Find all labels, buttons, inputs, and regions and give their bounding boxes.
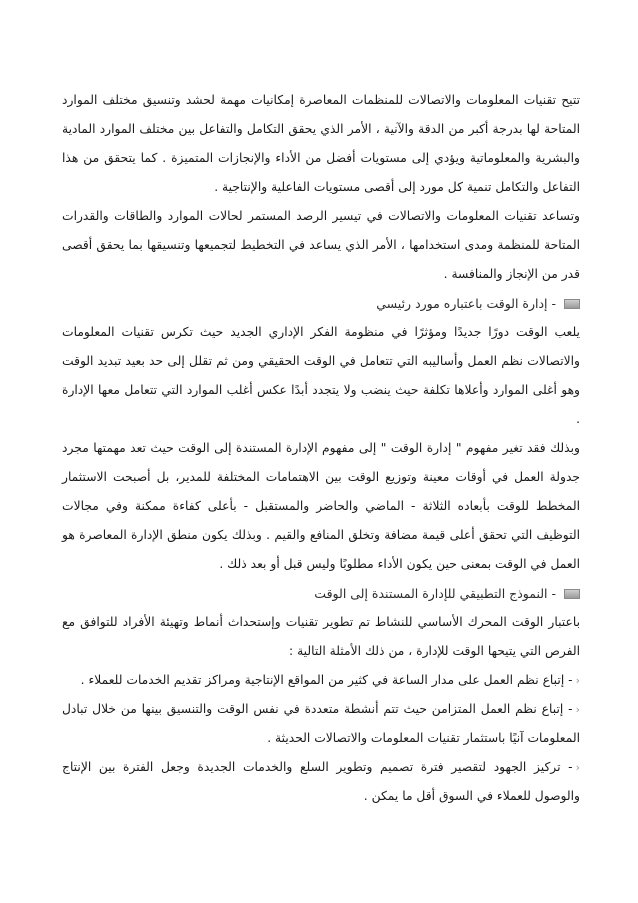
list-item [62, 666, 580, 695]
chevron-left-icon: ‹ [575, 703, 580, 716]
section-heading-applied-model [62, 579, 580, 608]
chevron-left-icon: ‹ [575, 674, 580, 687]
bullet-box-icon [564, 589, 580, 599]
document-body [62, 86, 580, 811]
bullet-box-icon [564, 299, 580, 309]
intro-paragraph-1: تتيح تقنيات المعلومات والاتصالات للمنظمات المعاصرة إمكانيات مهمة لحشد وتنسيق مختلف الموارد المتاحة لها بدرجة أكبر من الدقة والآنية ، الأمر الذي يحقق التكامل والتفاعل بين مختلف الموارد المادية والبشرية والمعلوماتية ويؤدي إلى مستويات أفضل من الأداء والإنجازات المتميزة . كما يتحقق من هذا التفاعل والتكامل تنمية كل مورد إلى أقصى مستويات الفاعلية والإنتاجية . [62, 93, 580, 194]
list-item-text: - تركيز الجهود لتقصير فترة تصميم وتطوير السلع والخدمات الجديدة وجعل الفترة بين الإنتاج والوصول للعملاء في السوق أقل ما يمكن . [62, 760, 580, 803]
list-item-text: - إتباع نظم العمل المتزامن حيث تتم أنشطة متعددة في نفس الوقت والتنسيق بينها من خلال تبادل المعلومات آنيًا باستثمار تقنيات المعلومات والاتصالات الحديثة . [62, 702, 580, 745]
section1-paragraph-1: يلعب الوقت دورًا جديدًا ومؤثرًا في منظومة الفكر الإداري الجديد حيث تكرس تقنيات المعلومات والاتصالات نظم العمل وأساليبه التي تتعامل في الوقت الحقيقي ومن ثم تقلل إلى حد بعيد تبديد الوقت وهو أغلى الموارد وأعلاها تكلفة حيث ينضب ولا يتجدد أبدًا عكس أغلب الموارد التي تتعامل معها الإدارة . [62, 325, 580, 426]
section-heading-time-management [62, 289, 580, 318]
list-item [62, 753, 580, 811]
section-heading-text: - النموذج التطبيقي للإدارة المستندة إلى الوقت [314, 586, 556, 601]
list-item-text: - إتباع نظم العمل على مدار الساعة في كثير من المواقع الإنتاجية ومراكز تقديم الخدمات للعملاء . [80, 673, 573, 687]
section1-paragraph-2: وبذلك فقد تغير مفهوم " إدارة الوقت " إلى مفهوم الإدارة المستندة إلى الوقت حيث تعد مهمتها مجرد جدولة العمل في أوقات معينة وتوزيع الوقت بين الاهتمامات المختلفة للمدير، بل أصبحت الاستثمار المخطط للوقت بأبعاده الثلاثة - الماضي والحاضر والمستقبل - بأعلى كفاءة ممكنة وفي مجالات التوظيف التي تحقق أعلى قيمة مضافة وتخلق المنافع والقيم . وبذلك يكون منطق الإدارة المعاصرة هو العمل في الوقت بمعنى حين يكون الأداء مطلوبًا وليس قبل أو بعد ذلك . [62, 441, 580, 571]
section-heading-text: - إدارة الوقت باعتباره مورد رئيسي [376, 296, 556, 311]
chevron-left-icon: ‹ [575, 761, 580, 774]
intro-paragraph-2: وتساعد تقنيات المعلومات والاتصالات في تيسير الرصد المستمر لحالات الموارد والطاقات والقدرات المتاحة للمنظمة ومدى استخدامها ، الأمر الذي يساعد في التخطيط لتجميعها وتنسيقها بما يحقق أقصى قدر من الإنجاز والمنافسة . [62, 209, 580, 281]
section2-paragraph: باعتبار الوقت المحرك الأساسي للنشاط تم تطوير تقنيات وإستحداث أنماط وتهيئة الأفراد للتوافق مع الفرص التي يتيحها الوقت للإدارة ، من ذلك الأمثلة التالية : [62, 615, 580, 658]
list-item [62, 695, 580, 753]
